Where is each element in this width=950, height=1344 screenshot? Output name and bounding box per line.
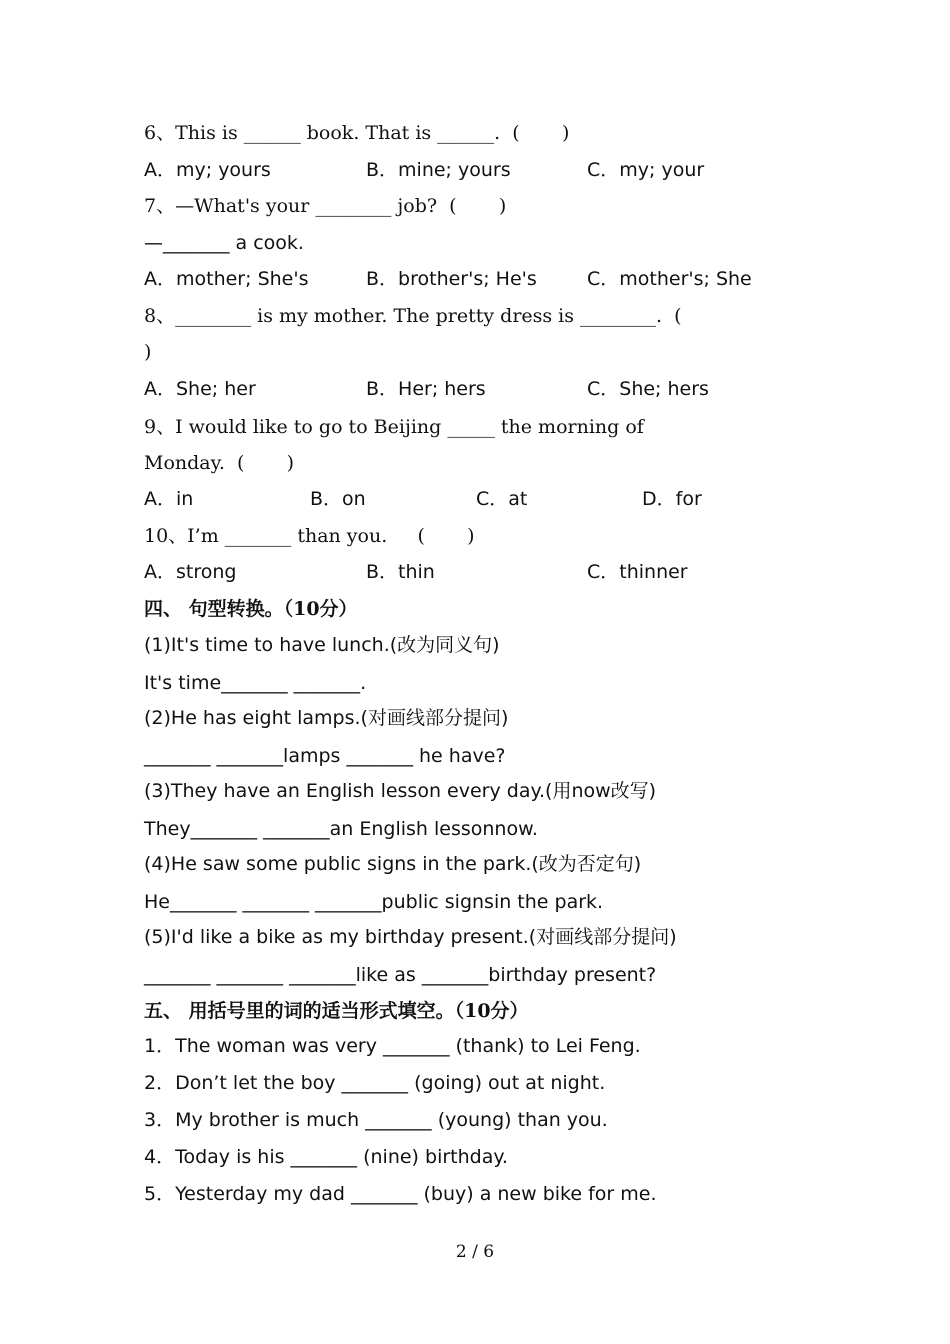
q7-option-a: A．mother; She's [144, 268, 309, 290]
q9-text: 9、I would like to go to Beijing _____ the morning of [144, 416, 644, 438]
q8-option-a: A．She; her [144, 378, 256, 400]
q8-continuation: ) [144, 341, 152, 363]
q10-option-b: B．thin [366, 561, 435, 583]
section4-item: _______ _______ _______like as _______birthday present? [144, 964, 657, 986]
q7-reply: —_______ a cook. [144, 232, 304, 254]
section5-item: 4．Today is his _______ (nine) birthday. [144, 1146, 508, 1168]
q7-text: 7、—What's your ________ job? ( ) [144, 195, 507, 217]
section4-item: It's time_______ _______. [144, 672, 367, 694]
q8-option-c: C．She; hers [587, 378, 709, 400]
section5-heading: 五、 用括号里的词的适当形式填空。（10分） [144, 1000, 529, 1022]
section5-item: 2．Don’t let the boy _______ (going) out at night. [144, 1072, 606, 1094]
q8-option-b: B．Her; hers [366, 378, 486, 400]
section4-item: (5)I'd like a bike as my birthday present.(对画线部分提问) [144, 926, 677, 948]
section5-item: 1．The woman was very _______ (thank) to Lei Feng. [144, 1035, 641, 1057]
section5-item: 3．My brother is much _______ (young) than you. [144, 1109, 608, 1131]
q9-option-b: B．on [310, 488, 366, 510]
section4-item: (3)They have an English lesson every day.(用now改写) [144, 780, 657, 802]
q7-option-b: B．brother's; He's [366, 268, 537, 290]
q6-option-a: A．my; yours [144, 159, 271, 181]
q9-option-d: D．for [642, 488, 702, 510]
section4-item: (4)He saw some public signs in the park.(改为否定句) [144, 853, 642, 875]
section4-heading: 四、 句型转换。（10分） [144, 598, 358, 620]
q9-option-a: A．in [144, 488, 194, 510]
q8-text: 8、________ is my mother. The pretty dress is ________. ( [144, 305, 682, 327]
q6-option-c: C．my; your [587, 159, 705, 181]
q7-option-c: C．mother's; She [587, 268, 752, 290]
q10-text: 10、I’m _______ than you. ( ) [144, 525, 475, 547]
section4-item: They_______ _______an English lessonnow. [144, 818, 538, 840]
section5-item: 5．Yesterday my dad _______ (buy) a new bike for me. [144, 1183, 657, 1205]
q9-option-c: C．at [476, 488, 528, 510]
q9-continuation: Monday. ( ) [144, 452, 295, 474]
q10-option-a: A．strong [144, 561, 237, 583]
section4-item: (2)He has eight lamps.(对画线部分提问) [144, 707, 509, 729]
q10-option-c: C．thinner [587, 561, 688, 583]
section4-item: _______ _______lamps _______ he have? [144, 745, 506, 767]
page-number: 2 / 6 [455, 1242, 495, 1262]
q6-option-b: B．mine; yours [366, 159, 511, 181]
q6-text: 6、This is ______ book. That is ______. ( ) [144, 122, 570, 144]
section4-item: (1)It's time to have lunch.(改为同义句) [144, 634, 500, 656]
section4-item: He_______ _______ _______public signsin the park. [144, 891, 604, 913]
